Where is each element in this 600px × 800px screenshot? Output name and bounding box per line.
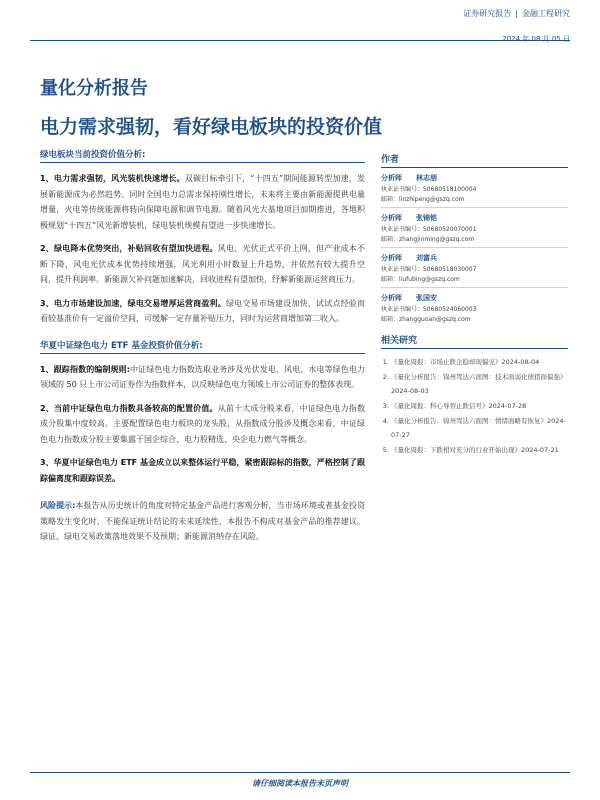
footer-rule xyxy=(30,772,570,773)
summary-item xyxy=(40,401,365,448)
footer-disclaimer: 请仔细阅读本报告末页声明 xyxy=(252,779,348,788)
related-heading: 相关研究 xyxy=(381,333,568,349)
analyst-email[interactable]: 邮箱：zhangjinming@gszq.com xyxy=(381,236,475,243)
analyst-license: 执业证书编号：S0680524060003 xyxy=(381,306,477,313)
risk-text: 本报告从历史统计的角度对特定基金产品进行客观分析，当市场环境或者基金投资策略发生变化时，不能保证统计结论的未来延续性，本报告不构成对基金产品的推荐建议。绿证、绿电交易政策落地效果不及预期；新能源消纳存在风险。 xyxy=(40,501,366,541)
related-item[interactable]: 5. 《量化周报：下跌相对充分的行业开始出现》2024-07-21 xyxy=(391,443,568,457)
summary-item xyxy=(40,241,365,288)
summary-item xyxy=(40,362,365,393)
risk-warning xyxy=(40,498,365,545)
analyst-license: 执业证书编号：S0680520070001 xyxy=(381,226,477,233)
divider xyxy=(381,247,568,248)
analyst-license: 执业证书编号：S0680518030007 xyxy=(381,266,477,273)
divider xyxy=(381,287,568,288)
page-title: 电力需求强韧，看好绿电板块的投资价值 xyxy=(40,116,383,138)
related-item[interactable]: 4. 《量化分析报告：锦州驾达六面图：情绪面略有恢复》2024-07-27 xyxy=(391,414,568,442)
doc-category: 金融工程研究 xyxy=(522,9,570,18)
header-rule xyxy=(30,40,570,41)
item-body: 中证绿色电力指数选取业务涉及光伏发电、风电、水电等绿色电力领域的 50 只上市公司证券作为指数样本，以反映绿色电力领域上市公司证券的整体表现。 xyxy=(40,364,366,389)
analyst-role: 分析师 xyxy=(381,294,402,302)
analyst-role: 分析师 xyxy=(381,254,402,262)
analyst-role: 分析师 xyxy=(381,214,402,222)
related-item[interactable]: 3. 《量化周报：科心导替止跌信号》2024-07-28 xyxy=(391,399,568,413)
divider xyxy=(381,207,568,208)
analyst-card xyxy=(381,292,568,325)
related-item[interactable]: 2. 《量化分析报告：锦州驾达六面图：技术面弱化债猪面偏强》2024-08-03 xyxy=(391,370,568,398)
authors-heading: 作者 xyxy=(381,152,568,168)
analyst-card xyxy=(381,252,568,288)
header-divider: | xyxy=(515,9,518,18)
summary-column xyxy=(40,148,365,545)
item-lead: 2、当前中证绿色电力指数具备较高的配置价值。 xyxy=(40,403,218,413)
doc-type: 证券研究报告 xyxy=(463,9,512,18)
item-body: 从前十大成分股来看，中证绿色电力指数成分股集中度较高。主要配置绿色电力板块的龙头股，从指数成分股涉及概念来看，中证绿色电力指数成分股主要集露于国企综合、电力股精选、央企电力燃气等概念。 xyxy=(40,403,365,444)
analyst-email[interactable]: 邮箱：liufubing@gszq.com xyxy=(381,276,460,283)
item-lead: 3、华夏中证绿色电力 ETF 基金成立以来整体运行平稳，紧密跟踪标的指数，严格控制了跟踪偏离度和跟踪误差。 xyxy=(40,458,365,483)
item-body: 绿电交易市场建设加快，试试点经验而看较基准价有一定溢价空间，可缓解一定存量补贴压力，同时为运营商增加第二收入。 xyxy=(40,298,365,323)
section-heading-value: 绿电板块当前投资价值分析: xyxy=(40,148,365,163)
summary-item xyxy=(40,455,365,486)
item-body: 风电、光伏正式平价上网，但产业成本不断下降，风电光伏成本优势持续增强，风光利用小时数显上升趋势，并依然有较大提升空间，提升利润率。新能源欠补问题加速解决，回收进程有望加快，纾解新能源运营商压力。 xyxy=(40,244,365,284)
report-date: 2024 年 08 月 05 日 xyxy=(502,35,570,43)
analyst-name: 张锦铭 xyxy=(416,214,437,222)
analyst-name: 刘富兵 xyxy=(416,254,437,262)
analyst-card xyxy=(381,212,568,248)
related-item[interactable]: 1. 《量化周报：市场止跌企稳却现偏见》2024-08-04 xyxy=(391,355,568,369)
analyst-license: 执业证书编号：S0680518100004 xyxy=(381,186,477,193)
related-research xyxy=(381,333,568,457)
related-list xyxy=(381,355,568,457)
analyst-role: 分析师 xyxy=(381,174,402,182)
report-type: 量化分析报告 xyxy=(40,78,148,99)
item-lead: 1、跟踪指数的编制规则: xyxy=(40,364,130,374)
report-header xyxy=(463,8,570,43)
item-lead: 2、绿电降本优势突出，补贴回收有望加快进程。 xyxy=(40,244,218,253)
section-heading-etf: 华夏中证绿色电力 ETF 基金投资价值分析: xyxy=(40,339,365,354)
risk-label: 风险提示: xyxy=(40,501,76,510)
analyst-name: 林志朋 xyxy=(416,174,437,182)
analyst-name: 张国安 xyxy=(416,294,437,302)
summary-item xyxy=(40,296,365,327)
item-lead: 1、电力需求强韧，风光装机快速增长。 xyxy=(40,174,185,183)
analyst-email[interactable]: 邮箱：linzhipeng@gszq.com xyxy=(381,196,465,203)
item-body: 双碳目标牵引下，“十四五”期间能源转型加速，发展新能源成为必然趋势。同时全国电力总需求保持刚性增长，未来将主要由新能源提供电量增量，火电等传统能源将转向保障电源和调节电源。随着风光大基地项目加期推进，各地积极规划“十四五”风光新增装机，绿电装机规模有望进一步快速增长。 xyxy=(40,174,365,230)
item-lead: 3、电力市场建设加速，绿电交易增厚运营商盈利。 xyxy=(40,298,226,308)
analyst-email[interactable]: 邮箱：zhangguoan@gszq.com xyxy=(381,316,471,323)
analyst-card xyxy=(381,172,568,208)
summary-item xyxy=(40,171,365,233)
sidebar xyxy=(381,152,568,458)
